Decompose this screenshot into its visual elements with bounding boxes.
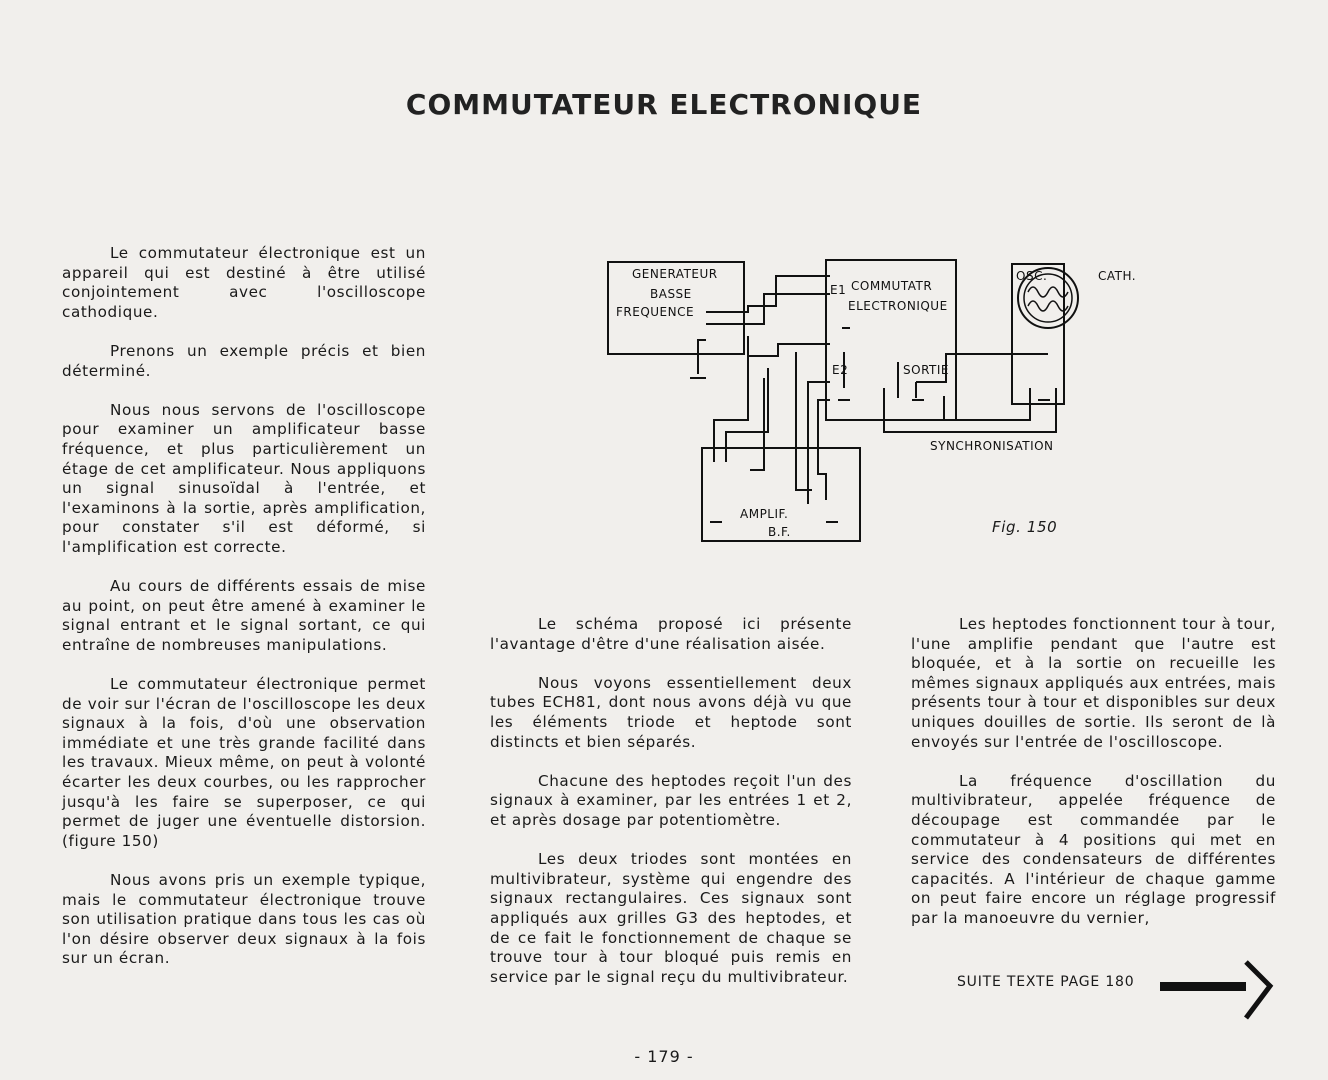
- page-title: COMMUTATEUR ELECTRONIQUE: [405, 88, 923, 121]
- paragraph: Les deux triodes sont montées en multivibrateur, système qui engendre des signaux rectangulaires. Ces signaux sont appliqués aux grilles G3 des heptodes, et de ce fait le fonctionnement de chaque se trouve tour à tour bloqué puis remis en service par le signal reçu du multivibrateur.: [490, 850, 852, 986]
- figure-150-diagram: [598, 248, 1137, 548]
- commutator-label: COMMUTATR: [851, 279, 933, 293]
- oscilloscope-box: [1012, 264, 1064, 404]
- generator-label: GENERATEUR: [632, 267, 718, 281]
- paragraph: Le schéma proposé ici présente l'avantage d'être d'une réalisation aisée.: [490, 615, 852, 653]
- paragraph: Au cours de différents essais de mise au point, on peut être amené à examiner le signal entrant et le signal sortant, ce qui entraîne de nombreuses manipulations.: [62, 577, 426, 654]
- right-column: [911, 615, 1276, 948]
- osc-label: OSC.: [1016, 269, 1048, 283]
- e2-label: E2: [832, 363, 849, 377]
- synchronisation-label: SYNCHRONISATION: [930, 439, 1054, 453]
- svg-text:FREQUENCE: FREQUENCE: [616, 305, 695, 319]
- figure-caption: Fig. 150: [992, 518, 1058, 536]
- continued-note: SUITE TEXTE PAGE 180: [957, 974, 1135, 990]
- svg-text:ELECTRONIQUE: ELECTRONIQUE: [848, 299, 948, 313]
- left-column: [62, 244, 426, 989]
- cath-label: CATH.: [1098, 269, 1137, 283]
- paragraph: Les heptodes fonctionnent tour à tour, l'une amplifie pendant que l'autre est bloquée, et à la sortie on recueille les mêmes signaux appliqués aux entrées, mais présents tour à tour et disponibles sur deux uniques douilles de sortie. Ils seront de là envoyés sur l'entrée de l'oscilloscope.: [911, 615, 1276, 751]
- page-number: - 179 -: [634, 1047, 694, 1066]
- paragraph: Le commutateur électronique est un appareil qui est destiné à être utilisé conjointement avec l'oscilloscope cathodique.: [62, 244, 426, 321]
- sine-trace-icon: [1028, 287, 1068, 297]
- paragraph: Le commutateur électronique permet de voir sur l'écran de l'oscilloscope les deux signaux à la fois, d'où une observation immédiate et une très grande facilité dans les travaux. Mieux même, on peut à volonté écarter les deux courbes, ou les rapprocher jusqu'à les faire se superposer, ce qui permet de juger une éventuelle distorsion. (figure 150): [62, 675, 426, 850]
- arrow-right-icon: [1160, 950, 1280, 1022]
- paragraph: Nous voyons essentiellement deux tubes ECH81, dont nous avons déjà vu que les éléments triode et heptode sont distincts et bien séparés.: [490, 673, 852, 751]
- e1-label: E1: [830, 283, 847, 297]
- block-diagram: [598, 248, 1137, 548]
- sortie-label: SORTIE: [903, 363, 949, 377]
- middle-column: [490, 615, 852, 1007]
- amplifier-label: AMPLIF.: [740, 507, 789, 521]
- paragraph: La fréquence d'oscillation du multivibrateur, appelée fréquence de découpage est commandée par le commutateur à 4 positions qui met en service des condensateurs de différentes capacités. A l'intérieur de chaque gamme on peut faire encore un réglage progressif par la manoeuvre du vernier,: [911, 771, 1276, 927]
- paragraph: Prenons un exemple précis et bien déterminé.: [62, 341, 426, 380]
- svg-text:BASSE: BASSE: [650, 287, 692, 301]
- paragraph: Nous avons pris un exemple typique, mais le commutateur électronique trouve son utilisation pratique dans tous les cas où l'on désire observer deux signaux à la fois sur un écran.: [62, 871, 426, 968]
- svg-text:B.F.: B.F.: [768, 525, 791, 539]
- paragraph: Nous nous servons de l'oscilloscope pour examiner un amplificateur basse fréquence, et plus particulièrement un étage de cet amplificateur. Nous appliquons un signal sinusoïdal à l'entrée, et l'examinons à la sortie, après amplification, pour constater s'il est déformé, si l'amplification est correcte.: [62, 400, 426, 556]
- paragraph: Chacune des heptodes reçoit l'un des signaux à examiner, par les entrées 1 et 2, et après dosage par potentiomètre.: [490, 771, 852, 829]
